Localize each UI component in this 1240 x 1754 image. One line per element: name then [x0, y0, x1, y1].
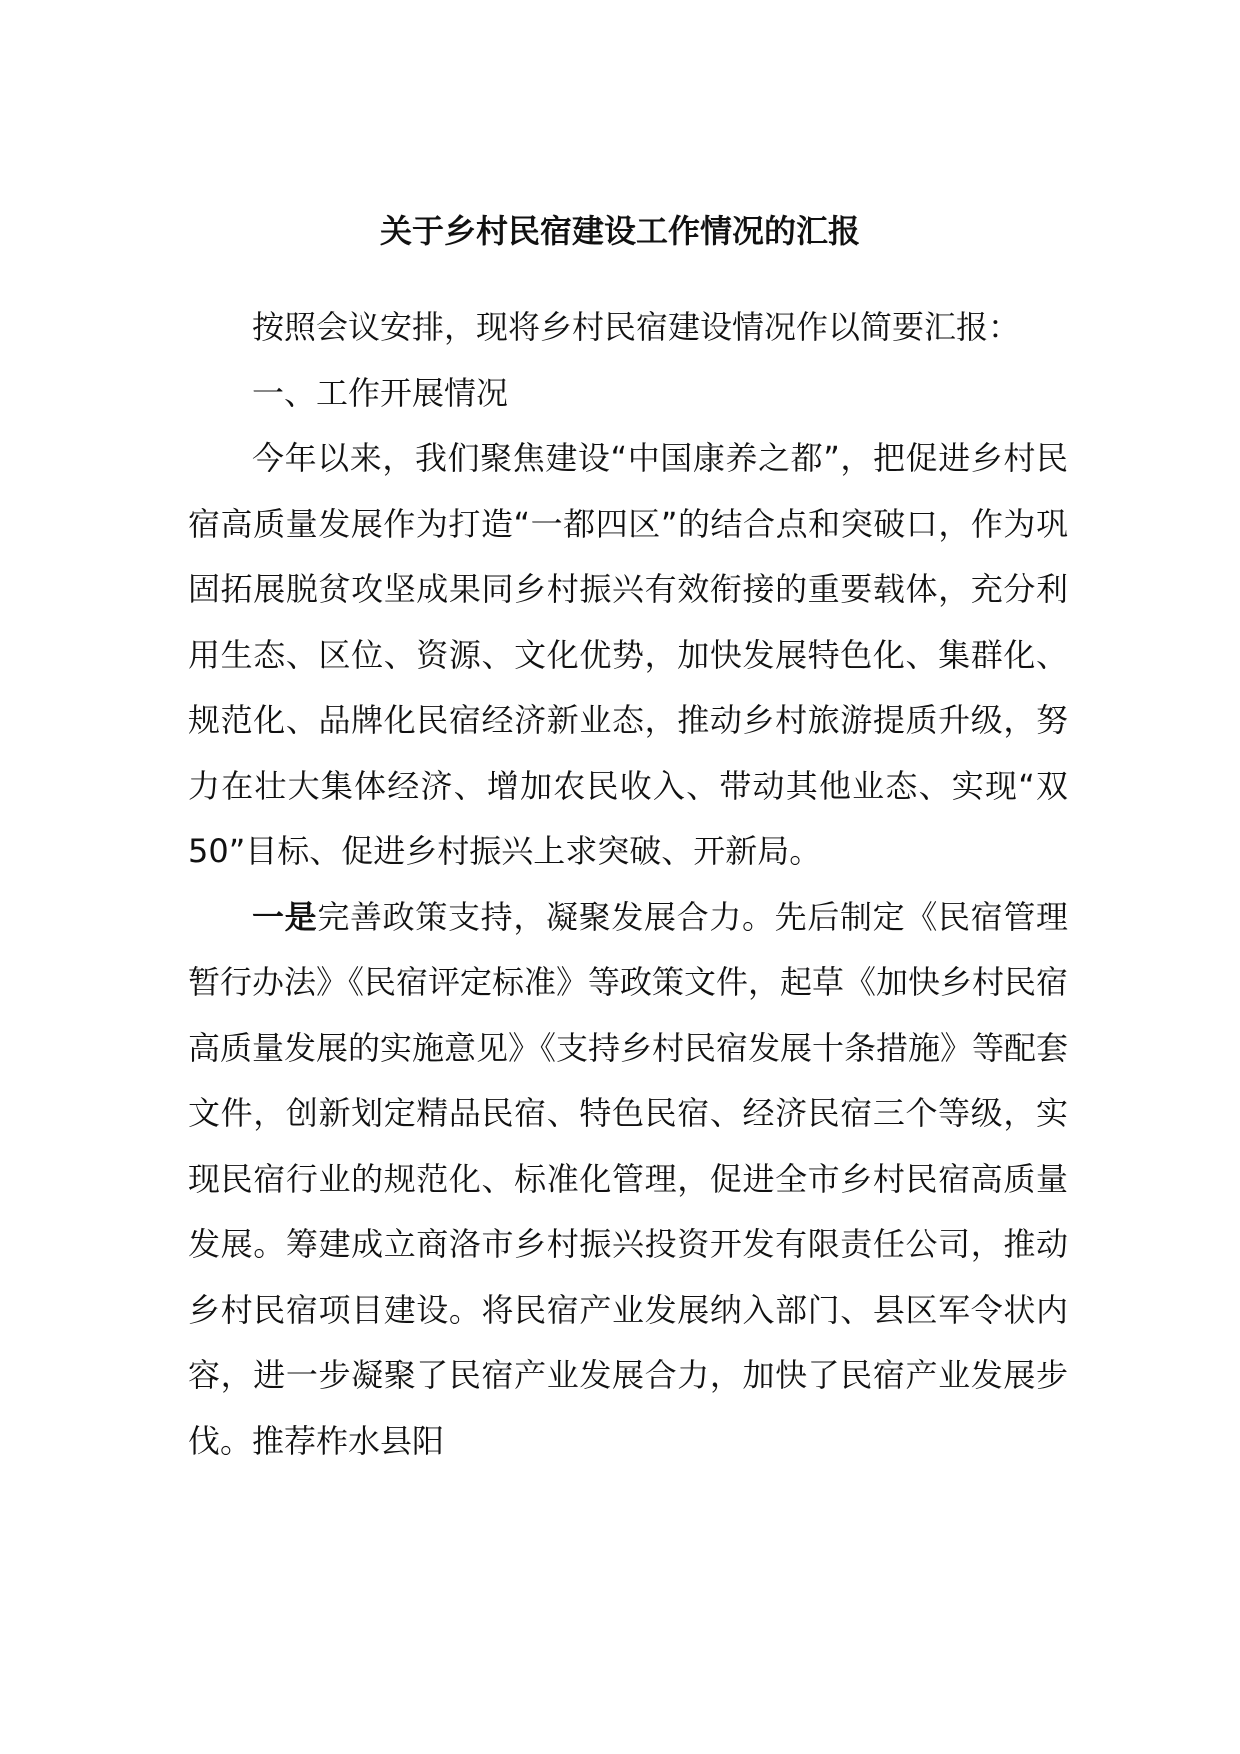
document-body [188, 295, 1068, 1474]
paragraph-text: 一、工作开展情况 [252, 373, 509, 412]
paragraph-overview [188, 426, 1068, 885]
paragraph-policy [188, 885, 1068, 1475]
paragraph-text: 按照会议安排，现将乡村民宿建设情况作以简要汇报： [252, 308, 1021, 346]
paragraph-text: 今年以来，我们聚焦建设“中国康养之都”，把促进乡村民宿高质量发展作为打造“一都四区”的结合点和突破口，作为巩固拓展脱贫攻坚成果同乡村振兴有效衔接的重要载体，充分利用生态、区位、资源、文化优势，加快发展特色化、集群化、规范化、品牌化民宿经济新业态，推动乡村旅游提质升级，努力在壮大集体经济、增加农民收入、带动其他业态、实现“双50”目标、促进乡村振兴上求突破、开新局。 [188, 439, 1068, 870]
document-title: 关于乡村民宿建设工作情况的汇报 [379, 212, 860, 250]
section-heading [188, 361, 1068, 427]
paragraph-intro [188, 295, 1068, 361]
paragraph-text: 完善政策支持，凝聚发展合力。先后制定《民宿管理暂行办法》《民宿评定标准》等政策文件，起草《加快乡村民宿高质量发展的实施意见》《支持乡村民宿发展十条措施》等配套文件，创新划定精品民宿、特色民宿、经济民宿三个等级，实现民宿行业的规范化、标准化管理，促进全市乡村民宿高质量发展。筹建成立商洛市乡村振兴投资开发有限责任公司，推动乡村民宿项目建设。将民宿产业发展纳入部门、县区军令状内容，进一步凝聚了民宿产业发展合力，加快了民宿产业发展步伐。推荐柞水县阳 [188, 897, 1069, 1460]
paragraph-lead: 一是 [252, 897, 318, 936]
